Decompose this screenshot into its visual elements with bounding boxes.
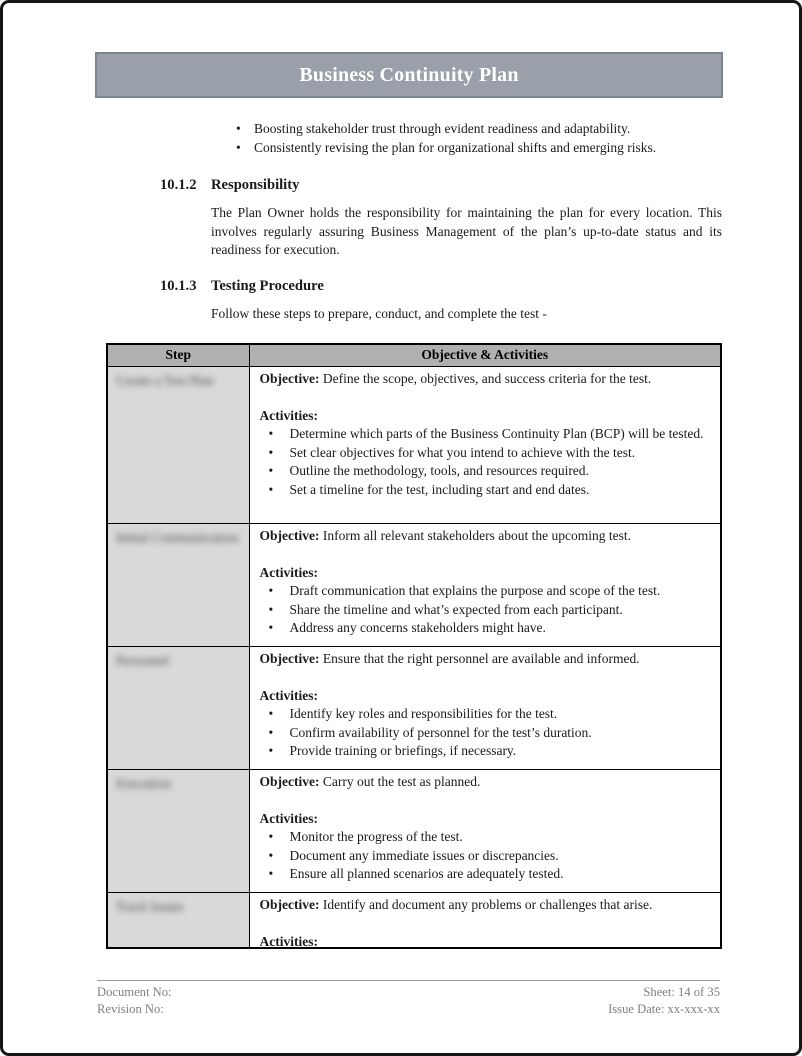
activity-item: • Share the timeline and what’s expected from each participant. xyxy=(260,601,711,620)
objective-label: Objective: xyxy=(259,650,320,666)
activity-item: • Draft communication that explains the purpose and scope of the test. xyxy=(260,582,711,601)
objective-text: Identify and document any problems or challenges that arise. xyxy=(319,896,653,912)
activities-line xyxy=(260,564,711,583)
activities-list xyxy=(260,582,711,638)
activity-item: • Document any immediate issues or discrepancies. xyxy=(260,847,711,866)
activity-item: • Monitor the progress of the test. xyxy=(260,828,711,847)
activity-item: • Confirm availability of personnel for the test’s duration. xyxy=(260,724,711,743)
objective-text: Carry out the test as planned. xyxy=(319,773,481,789)
activities-list xyxy=(260,828,711,884)
table-row xyxy=(107,769,721,892)
objective-line xyxy=(260,896,711,915)
column-header-step: Step xyxy=(107,344,249,366)
step-label: Create a Test Plan xyxy=(116,372,214,388)
step-label: Track Issues xyxy=(116,898,184,914)
activity-item: • Ensure all planned scenarios are adequately tested. xyxy=(260,865,711,884)
footer-left xyxy=(97,984,172,1018)
objective-line xyxy=(260,370,711,389)
section-heading-testing-procedure xyxy=(160,278,324,295)
activities-line xyxy=(260,407,711,426)
footer-right xyxy=(608,984,720,1018)
document-no-label: Document No: xyxy=(97,985,172,999)
activity-item: • Set a timeline for the test, including start and end dates. xyxy=(260,481,711,500)
column-header-objective-activities: Objective & Activities xyxy=(249,344,721,366)
activities-list xyxy=(260,705,711,761)
activity-item: • Determine which parts of the Business Continuity Plan (BCP) will be tested. xyxy=(260,425,711,444)
revision-no-label: Revision No: xyxy=(97,1002,164,1016)
intro-bullet-list xyxy=(235,119,727,157)
objective-label: Objective: xyxy=(259,773,320,789)
objective-label: Objective: xyxy=(259,370,320,386)
blank-line xyxy=(260,668,711,687)
objective-label: Objective: xyxy=(259,527,320,543)
section-number: 10.1.2 xyxy=(160,177,197,193)
section-number: 10.1.3 xyxy=(160,278,197,294)
activity-item: • Identify key roles and responsibilities for the test. xyxy=(260,705,711,724)
step-cell xyxy=(107,892,249,948)
objective-text: Define the scope, objectives, and success criteria for the test. xyxy=(319,370,652,386)
activity-item: • Outline the methodology, tools, and resources required. xyxy=(260,462,711,481)
activities-line xyxy=(260,933,711,947)
table-row xyxy=(107,366,721,523)
activity-item: • Provide training or briefings, if necessary. xyxy=(260,742,711,761)
table-row xyxy=(107,523,721,646)
table-header-row xyxy=(107,344,721,366)
section-heading-responsibility xyxy=(160,177,299,194)
testing-procedure-table xyxy=(106,343,722,949)
blank-line xyxy=(260,545,711,564)
activities-list xyxy=(260,425,711,499)
objective-activities-cell xyxy=(249,646,721,769)
footer-divider xyxy=(97,980,720,981)
intro-bullet-item: • Boosting stakeholder trust through evident readiness and adaptability. xyxy=(235,119,727,138)
table-row xyxy=(107,646,721,769)
objective-activities-cell xyxy=(249,892,721,948)
activities-label: Activities: xyxy=(259,407,318,423)
activity-item: • Set clear objectives for what you intend to achieve with the test. xyxy=(260,444,711,463)
step-cell xyxy=(107,366,249,523)
activities-label: Activities: xyxy=(259,933,318,947)
step-cell xyxy=(107,523,249,646)
issue-date: Issue Date: xx-xxx-xx xyxy=(608,1002,720,1016)
step-label: Initial Communication xyxy=(116,529,239,545)
blank-line xyxy=(260,914,711,933)
page-footer xyxy=(97,984,720,1018)
sheet-number: Sheet: 14 of 35 xyxy=(643,985,720,999)
section-body-responsibility: The Plan Owner holds the responsibility for maintaining the plan for every location. This involves regularly assuring Business Management of the plan’s up-to-date status and its readiness for execution. xyxy=(211,205,722,258)
step-cell xyxy=(107,769,249,892)
objective-activities-cell xyxy=(249,769,721,892)
objective-label: Objective: xyxy=(259,896,320,912)
section-title: Responsibility xyxy=(211,177,300,193)
objective-line xyxy=(260,773,711,792)
objective-line xyxy=(260,650,711,669)
activities-label: Activities: xyxy=(259,687,318,703)
document-title-banner xyxy=(95,52,723,98)
objective-text: Ensure that the right personnel are available and informed. xyxy=(319,650,640,666)
table-row xyxy=(107,892,721,948)
objective-activities-cell xyxy=(249,366,721,523)
blank-line xyxy=(260,388,711,407)
document-title: Business Continuity Plan xyxy=(299,63,519,86)
step-cell xyxy=(107,646,249,769)
section-title: Testing Procedure xyxy=(211,278,324,294)
section-body-testing-procedure: Follow these steps to prepare, conduct, and complete the test - xyxy=(211,306,547,321)
step-label: Personnel xyxy=(116,652,170,668)
activities-line xyxy=(260,687,711,706)
activities-line xyxy=(260,810,711,829)
blank-line xyxy=(260,791,711,810)
activity-item: • Address any concerns stakeholders might have. xyxy=(260,619,711,638)
objective-text: Inform all relevant stakeholders about the upcoming test. xyxy=(319,527,632,543)
step-label: Execution xyxy=(116,775,171,791)
objective-line xyxy=(260,527,711,546)
activities-label: Activities: xyxy=(259,810,318,826)
objective-activities-cell xyxy=(249,523,721,646)
activities-label: Activities: xyxy=(259,564,318,580)
intro-bullet-item: • Consistently revising the plan for organizational shifts and emerging risks. xyxy=(235,138,727,157)
